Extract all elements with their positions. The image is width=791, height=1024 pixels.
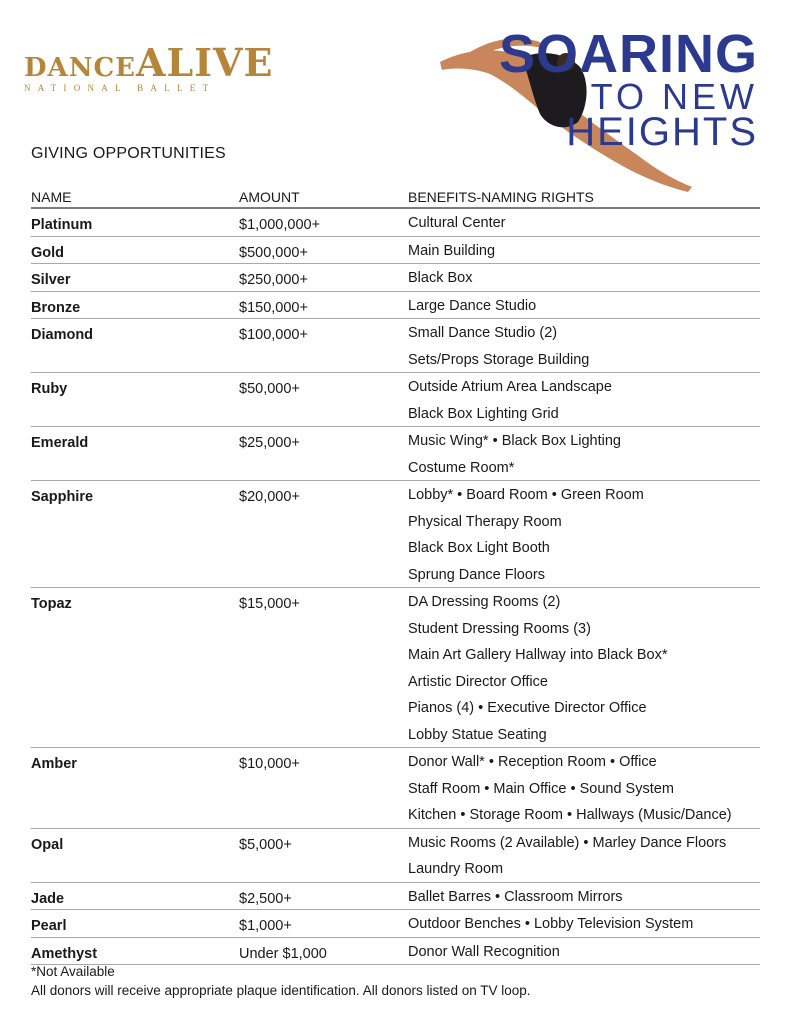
tier-benefits — [408, 481, 760, 587]
tier-benefits — [408, 883, 760, 910]
benefit-line: Kitchen • Storage Room • Hallways (Music/Dance) — [408, 807, 732, 823]
benefit-line: Sprung Dance Floors — [408, 566, 546, 583]
tier-name: Silver — [31, 272, 71, 288]
hero-line-soaring: SOARING — [498, 24, 758, 84]
benefit-line: Lobby Statue Seating — [408, 726, 547, 743]
tier-amount: $5,000+ — [239, 836, 292, 853]
footnote-plaque: All donors will receive appropriate plaque identification. All donors listed on TV loop. — [31, 983, 531, 998]
header-benefits: BENEFITS-NAMING RIGHTS — [408, 189, 594, 205]
header-name: NAME — [31, 189, 72, 205]
benefit-line: Music Wing* • Black Box Lighting — [408, 433, 621, 449]
hero-line-heights: HEIGHTS — [566, 110, 758, 154]
tier-name: Pearl — [31, 918, 67, 934]
benefit-line: Large Dance Studio — [408, 297, 537, 314]
benefit-line: DA Dressing Rooms (2) — [408, 594, 561, 610]
tier-amount: $50,000+ — [239, 381, 300, 397]
header-amount: AMOUNT — [239, 189, 300, 205]
table-row — [31, 588, 760, 748]
tier-name: Opal — [31, 836, 64, 853]
benefit-line: Donor Wall Recognition — [408, 943, 560, 960]
logo — [24, 40, 274, 93]
tier-amount: $100,000+ — [239, 327, 308, 343]
benefit-line: Main Art Gallery Hallway into Black Box* — [408, 647, 668, 663]
benefit-line: Main Building — [408, 242, 496, 259]
footnotes — [31, 962, 531, 1000]
tier-amount: $10,000+ — [239, 756, 300, 772]
table-row — [31, 319, 760, 373]
table-row — [31, 910, 760, 938]
tier-benefits — [408, 319, 760, 372]
tier-name: Diamond — [31, 327, 94, 343]
tier-amount: $500,000+ — [239, 244, 308, 261]
tier-benefits — [408, 292, 760, 319]
benefit-line: Ballet Barres • Classroom Mirrors — [408, 888, 623, 905]
tier-amount: $2,500+ — [239, 890, 292, 907]
table-row — [31, 481, 760, 588]
footnote-not-available: *Not Available — [31, 964, 115, 979]
tier-benefits — [408, 209, 760, 236]
benefit-line: Black Box Light Booth — [408, 540, 550, 556]
benefit-line: Lobby* • Board Room • Green Room — [408, 487, 644, 503]
benefit-line: Staff Room • Main Office • Sound System — [408, 780, 674, 797]
logo-word-dance: DANCE — [24, 53, 136, 83]
table-row — [31, 264, 760, 292]
tier-amount: $1,000+ — [239, 918, 292, 934]
tier-name: Amber — [31, 756, 77, 772]
tier-amount: Under $1,000 — [239, 945, 327, 962]
giving-table — [31, 188, 760, 965]
table-row — [31, 209, 760, 237]
tier-amount: $250,000+ — [239, 272, 308, 288]
table-body — [31, 209, 760, 965]
benefit-line: Pianos (4) • Executive Director Office — [408, 700, 647, 716]
table-row — [31, 883, 760, 911]
tier-name: Ruby — [31, 381, 68, 397]
benefit-line: Small Dance Studio (2) — [408, 325, 558, 341]
tier-benefits — [408, 910, 760, 937]
logo-word-alive: ALIVE — [136, 40, 274, 85]
hero-line-to-new: TO NEW — [590, 76, 758, 117]
benefit-line: Sets/Props Storage Building — [408, 351, 590, 368]
table-row — [31, 748, 760, 829]
table-row — [31, 427, 760, 481]
benefit-line: Student Dressing Rooms (3) — [408, 620, 591, 637]
tier-benefits — [408, 748, 760, 828]
tier-name: Bronze — [31, 299, 81, 316]
benefit-line: Cultural Center — [408, 215, 506, 231]
benefit-line: Black Box — [408, 270, 473, 286]
tier-name: Jade — [31, 890, 65, 907]
benefit-line: Black Box Lighting Grid — [408, 405, 559, 422]
table-row — [31, 237, 760, 265]
tier-name: Emerald — [31, 435, 89, 451]
tier-benefits — [408, 829, 760, 882]
tier-amount: $1,000,000+ — [239, 217, 321, 233]
tier-benefits — [408, 373, 760, 426]
benefit-line: Physical Therapy Room — [408, 513, 562, 530]
table-row — [31, 938, 760, 966]
tier-name: Topaz — [31, 596, 72, 612]
tier-name: Platinum — [31, 217, 93, 233]
table-header — [31, 188, 760, 209]
table-row — [31, 292, 760, 320]
tier-benefits — [408, 427, 760, 480]
tier-benefits — [408, 938, 760, 965]
benefit-line: Donor Wall* • Reception Room • Office — [408, 754, 657, 770]
hero-headline — [498, 24, 758, 154]
tier-benefits — [408, 237, 760, 264]
tier-name: Amethyst — [31, 945, 98, 962]
benefit-line: Music Rooms (2 Available) • Marley Dance Floors — [408, 834, 727, 851]
benefit-line: Outdoor Benches • Lobby Television System — [408, 916, 694, 932]
table-row — [31, 373, 760, 427]
section-title: GIVING OPPORTUNITIES — [31, 145, 226, 162]
benefit-line: Costume Room* — [408, 459, 515, 476]
hero-banner — [430, 22, 770, 197]
tier-benefits — [408, 264, 760, 291]
tier-name: Gold — [31, 244, 65, 261]
benefit-line: Artistic Director Office — [408, 673, 548, 690]
tier-amount: $20,000+ — [239, 489, 300, 505]
tier-name: Sapphire — [31, 489, 94, 505]
tier-amount: $25,000+ — [239, 435, 300, 451]
tier-benefits — [408, 588, 760, 747]
table-row — [31, 829, 760, 883]
logo-subtitle: NATIONAL BALLET — [24, 83, 216, 93]
tier-amount: $150,000+ — [239, 299, 308, 316]
benefit-line: Laundry Room — [408, 861, 504, 877]
benefit-line: Outside Atrium Area Landscape — [408, 379, 612, 395]
logo-wordmark — [24, 40, 274, 85]
tier-amount: $15,000+ — [239, 596, 300, 612]
